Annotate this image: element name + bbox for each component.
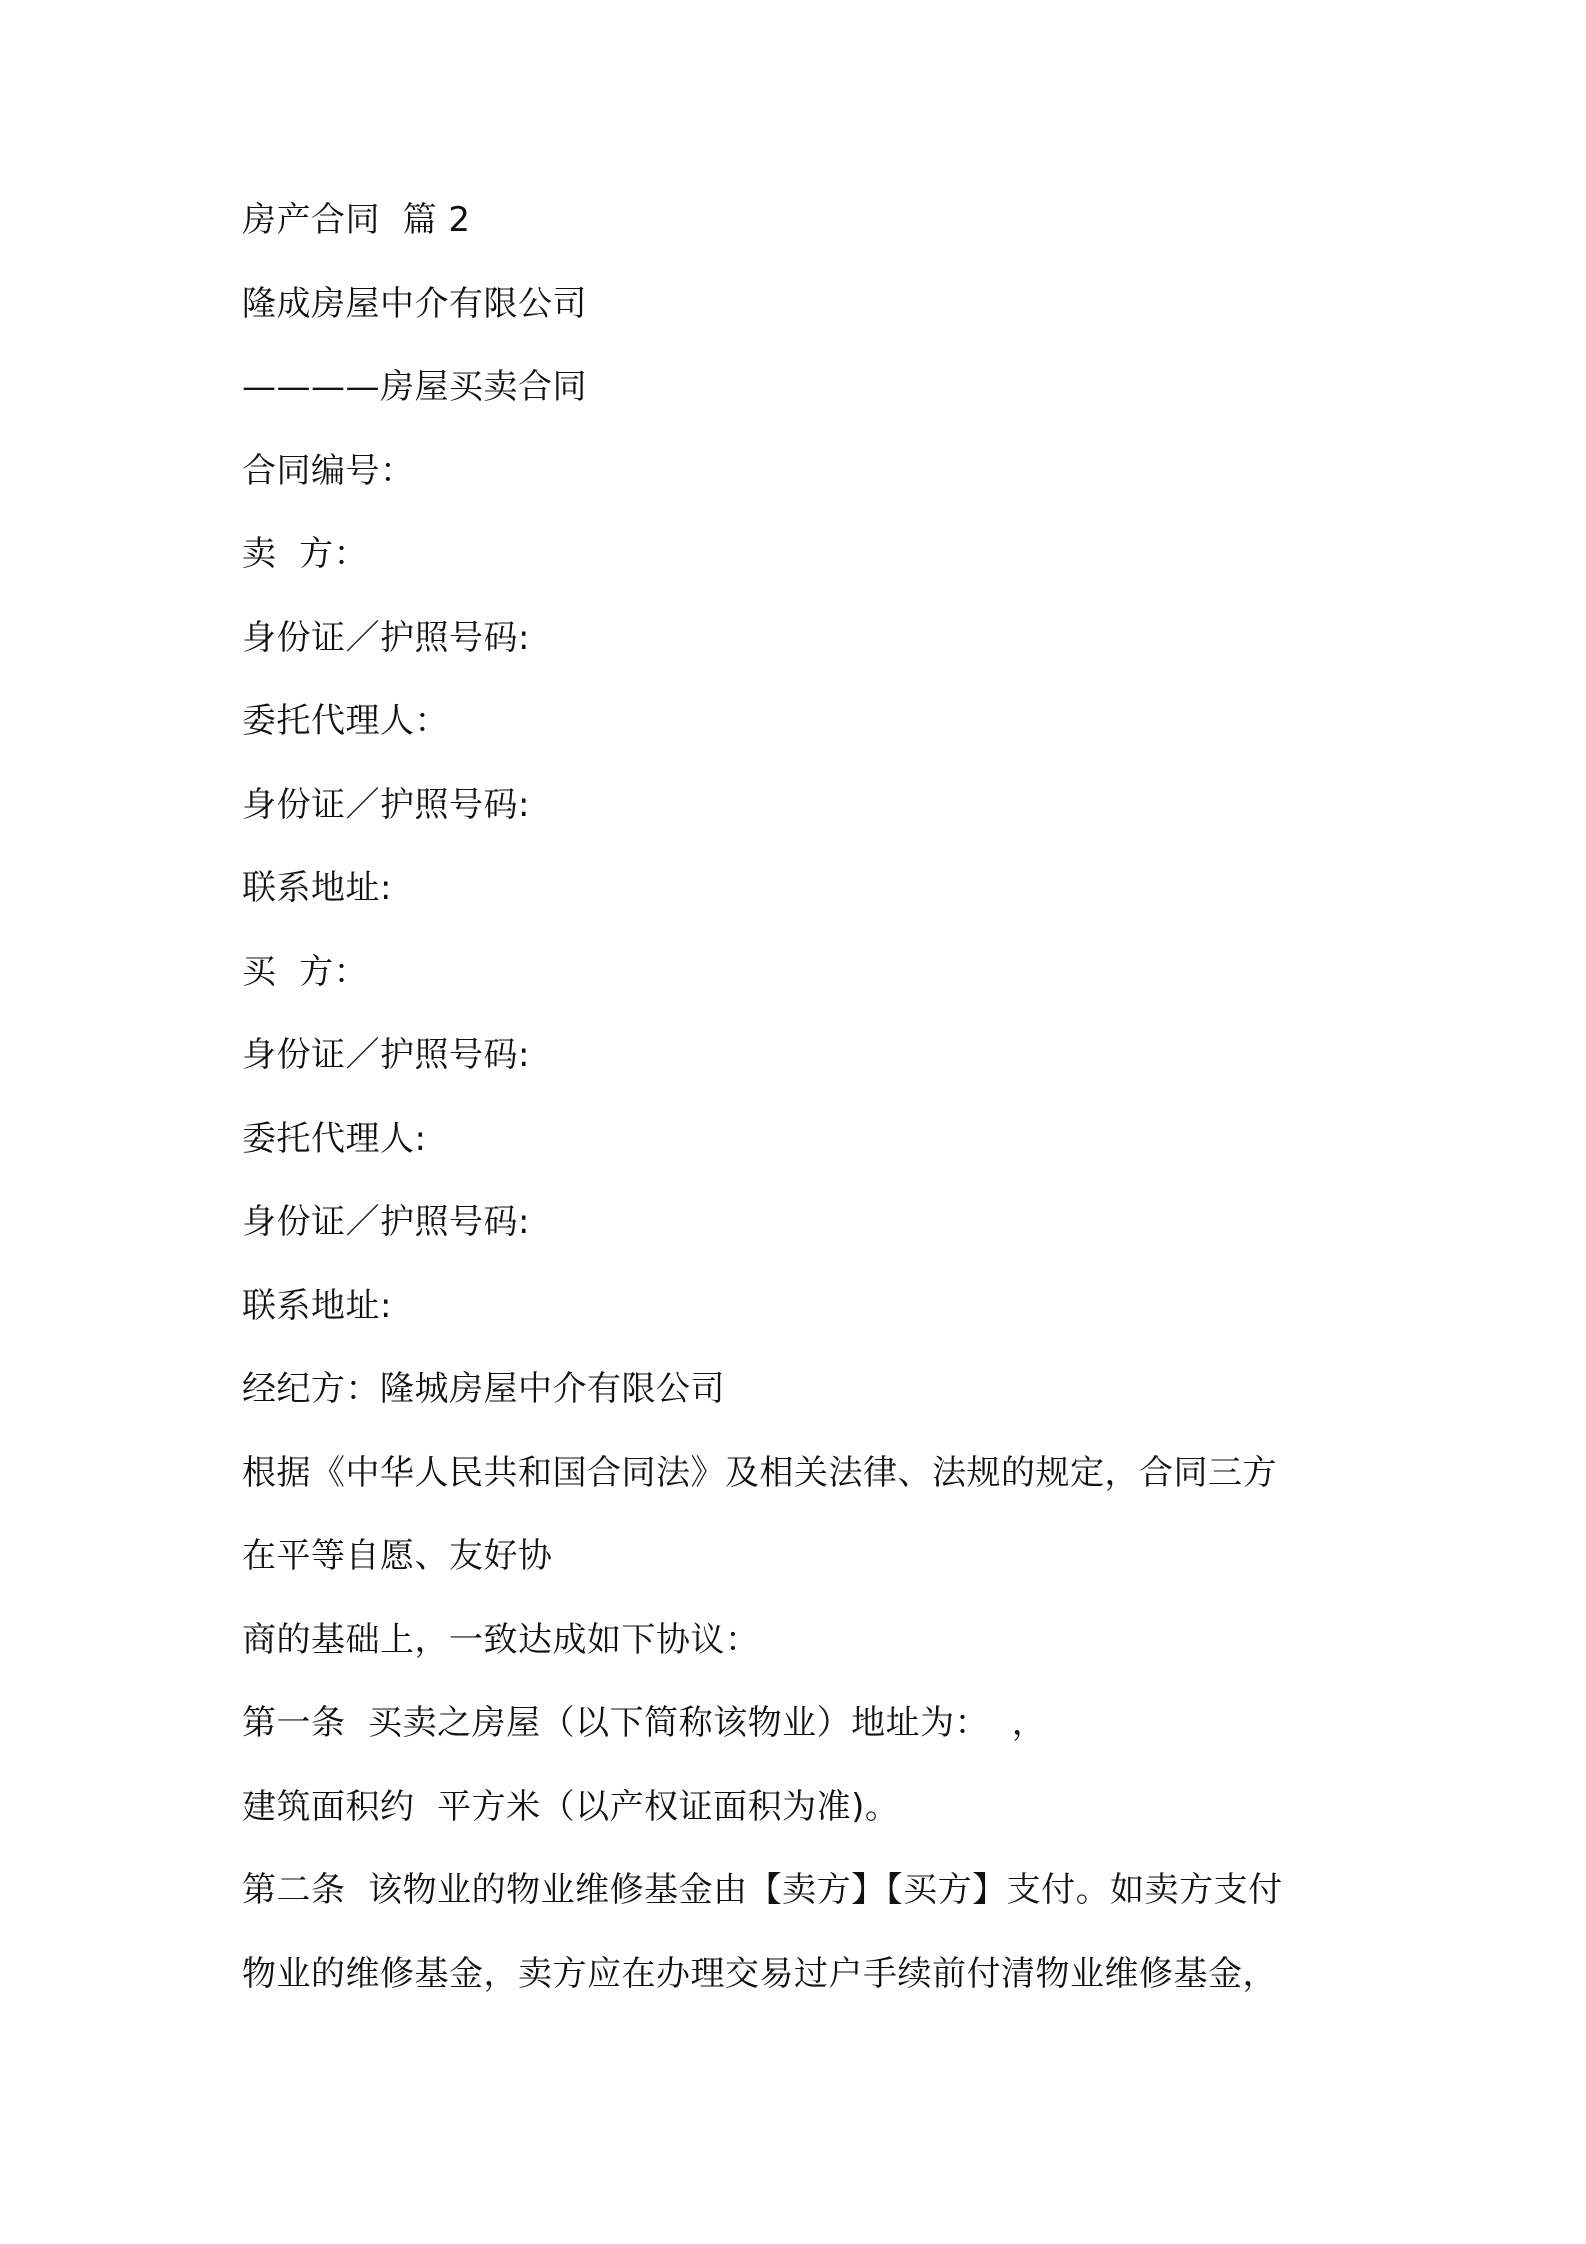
preamble-line-1: 根据《中华人民共和国合同法》及相关法律、法规的规定，合同三方	[242, 1452, 1277, 1493]
seller-id-field: 身份证／护照号码:	[242, 617, 530, 658]
buyer-agent-id-field: 身份证／护照号码:	[242, 1202, 530, 1242]
contract-number-field: 合同编号：	[242, 450, 415, 491]
article-1-line-1: 第一条 买卖之房屋（以下简称该物业）地址为： ，	[242, 1703, 1047, 1743]
buyer-field: 买 方：	[242, 951, 369, 992]
document-title: 房产合同 篇 2	[242, 200, 471, 240]
seller-agent-field: 委托代理人：	[242, 701, 449, 741]
broker-field: 经纪方：隆城房屋中介有限公司	[242, 1369, 725, 1409]
article-2-line-1: 第二条 该物业的物业维修基金由【卖方】【买方】支付。如卖方支付	[242, 1870, 1283, 1910]
article-1-line-2: 建筑面积约 平方米（以产权证面积为准)。	[242, 1786, 900, 1827]
buyer-agent-field: 委托代理人:	[242, 1118, 427, 1159]
seller-address-field: 联系地址:	[242, 868, 392, 908]
company-name: 隆成房屋中介有限公司	[242, 283, 587, 324]
preamble-line-2: 在平等自愿、友好协	[242, 1536, 553, 1576]
buyer-id-field: 身份证／护照号码:	[242, 1035, 530, 1075]
document-body	[242, 200, 1382, 2037]
preamble-line-3: 商的基础上，一致达成如下协议：	[242, 1619, 760, 1660]
seller-agent-id-field: 身份证／护照号码:	[242, 784, 530, 825]
buyer-address-field: 联系地址:	[242, 1285, 392, 1326]
seller-field: 卖 方：	[242, 534, 369, 574]
contract-title: ————房屋买卖合同	[242, 367, 587, 407]
article-2-line-2: 物业的维修基金，卖方应在办理交易过户手续前付清物业维修基金，	[242, 1953, 1277, 1994]
